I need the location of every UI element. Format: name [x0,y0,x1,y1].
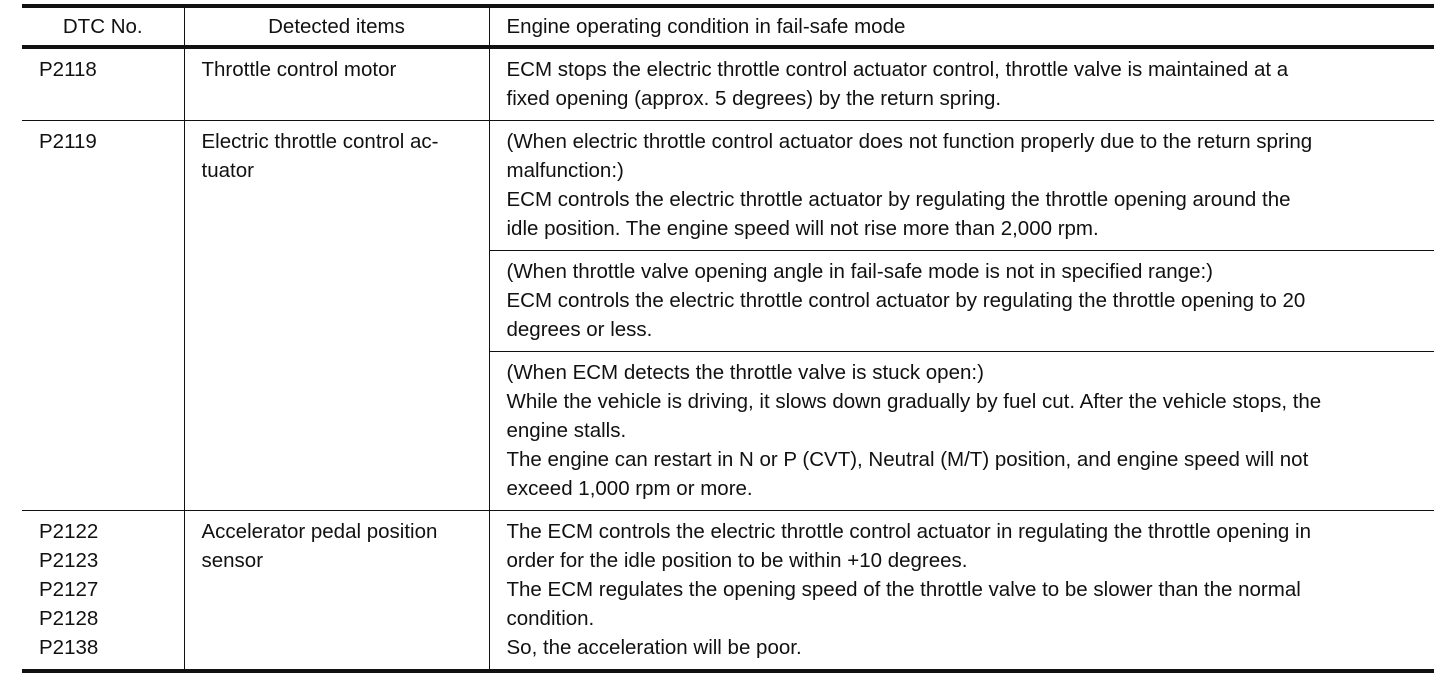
detected-item-cell [184,47,489,121]
condition-line: ECM controls the electric throttle control actuator by regulating the throttle opening to 20 [506,289,1306,312]
condition-cell [489,251,1434,352]
condition-line: The engine can restart in N or P (CVT), Neutral (M/T) position, and engine speed will not [506,448,1309,471]
condition-line: engine stalls. [506,419,627,442]
dtc-code: P2138 [39,636,99,659]
dtc-code: P2122 [39,520,99,543]
condition-line: degrees or less. [506,318,653,341]
header-dtc-no: DTC No. [62,15,143,38]
detected-item-cell [184,511,489,672]
table-body [22,47,1434,671]
condition-cell [489,511,1434,672]
table-row [22,511,1434,672]
dtc-cell [22,121,184,511]
condition-line: ECM controls the electric throttle actuator by regulating the throttle opening around the [506,188,1291,211]
dtc-code: P2128 [39,607,99,630]
detected-item-text: Throttle control motor [201,58,397,81]
dtc-code: P2118 [39,58,97,81]
condition-line: (When throttle valve opening angle in fail-safe mode is not in specified range:) [506,260,1214,283]
dtc-cell [22,47,184,121]
dtc-code: P2119 [39,130,97,153]
dtc-cell [22,511,184,672]
detected-item-text: Accelerator pedal position [201,520,438,543]
detected-item-cell [184,121,489,511]
dtc-code: P2123 [39,549,99,572]
condition-cell [489,352,1434,511]
header-engine-condition: Engine operating condition in fail-safe mode [489,6,1434,47]
condition-cell [489,47,1434,121]
fail-safe-table [22,4,1434,673]
condition-line: idle position. The engine speed will not rise more than 2,000 rpm. [506,217,1099,240]
table-header [22,6,1434,47]
detected-item-text: Electric throttle control ac- [201,130,439,153]
condition-line: While the vehicle is driving, it slows down gradually by fuel cut. After the vehicle stops, the [506,390,1322,413]
table-row [22,47,1434,121]
condition-line: ECM stops the electric throttle control actuator control, throttle valve is maintained at a [506,58,1289,81]
condition-line: (When electric throttle control actuator does not function properly due to the return spring [506,130,1313,153]
condition-line: exceed 1,000 rpm or more. [506,477,753,500]
header-row [22,6,1434,47]
condition-line: The ECM controls the electric throttle control actuator in regulating the throttle opening in [506,520,1311,543]
table-row [22,121,1434,251]
condition-line: The ECM regulates the opening speed of the throttle valve to be slower than the normal [506,578,1301,601]
condition-line: (When ECM detects the throttle valve is stuck open:) [506,361,984,384]
condition-line: condition. [506,607,595,630]
condition-line: So, the acceleration will be poor. [506,636,802,659]
condition-line: order for the idle position to be within +10 degrees. [506,549,968,572]
detected-item-text: sensor [201,549,264,572]
condition-line: fixed opening (approx. 5 degrees) by the return spring. [506,87,1002,110]
detected-item-text: tuator [201,159,254,182]
header-detected-items: Detected items [184,6,489,47]
condition-line: malfunction:) [506,159,624,182]
condition-cell [489,121,1434,251]
dtc-code: P2127 [39,578,99,601]
